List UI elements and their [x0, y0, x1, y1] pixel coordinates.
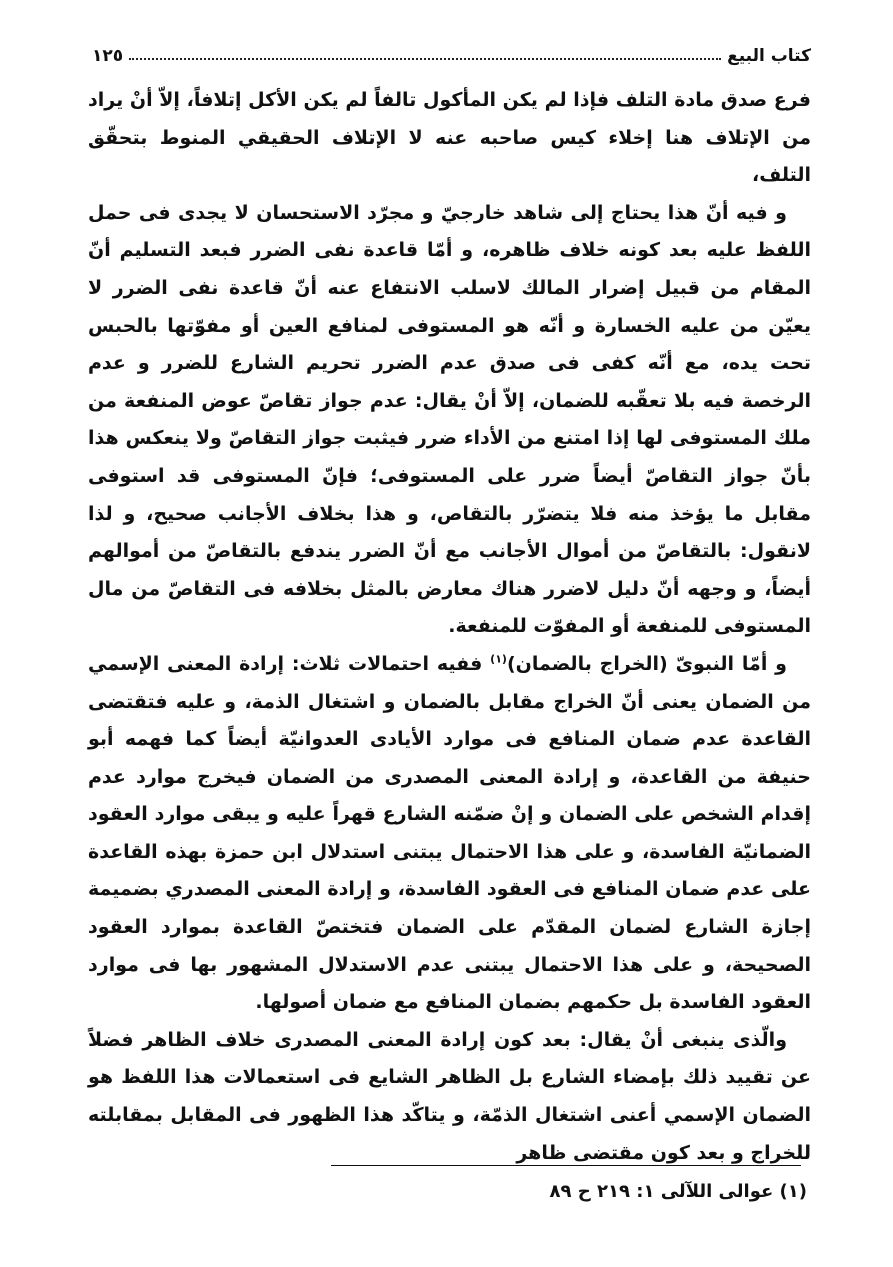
footnote-reference: (١) — [490, 652, 507, 666]
paragraph-2: و فيه أنّ هذا يحتاج إلى شاهد خارجيّ و مجرّد الاستحسان لا يجدى فى حمل اللفظ عليه بعد كونه خلاف ظاهره، و أمّا قاعدة نفى الضرر فبعد التسليم أنّ المقام من قبيل إضرار المالك لاسلب الانتفاع عنه أنّ قاعدة نفى الضرر لا يعيّن من عليه الخسارة و أنّه هو المستوفى لمنافع العين أو مفوّتها بالحبس تحت يده، مع أنّه كفى فى صدق عدم الضرر تحريم الشارع للضرر و عدم الرخصة فيه بلا تعقّبه للضمان، إلاّ أنْ يقال: عدم جواز تقاصّ عوض المنفعة من ملك المستوفى لها إذا امتنع من الأداء ضرر فيثبت جواز التقاصّ ولا ينعكس هذا بأنّ جواز التقاصّ أيضاً ضرر على المستوفى؛ فإنّ المستوفى قد استوفى مقابل ما يؤخذ منه فلا يتضرّر بالتقاص، و هذا بخلاف الأجانب صحيح، و لذا لانقول: بالتقاصّ من أموال الأجانب مع أنّ الضرر يندفع بالتقاصّ من أموالهم أيضاً، و وجهه أنّ دليل لاضرر هناك معارض بالمثل بخلافه فى التقاصّ من مال المستوفى للمنفعة أو المفوّت للمنفعة. — [88, 201, 811, 638]
nabawi-hadith-text: و أمّا النبوىّ (الخراج بالضمان) — [506, 652, 787, 675]
paragraph-4: والّذى ينبغى أنْ يقال: بعد كون إرادة المعنى المصدرى خلاف الظاهر فضلاً عن تقييد ذلك بإمضاء الشارع بل الظاهر الشايع فى استعمالات هذا اللفظ هو الضمان الإسمي أعنى اشتغال الذمّة، و يتاكّد هذا الظهور فى المقابل بمقابلته للخراج و بعد كون مقتضى ظاهر — [88, 1028, 811, 1164]
page-number: ١٢٥ — [92, 46, 124, 66]
footnote: (١) عوالى اللآلى ١: ٢١٩ ح ٨٩ — [549, 1181, 807, 1202]
main-text — [88, 82, 811, 1172]
dotted-leader — [129, 58, 721, 60]
paragraph-1: فرع صدق مادة التلف فإذا لم يكن المأكول تالفاً لم يكن الأكل إتلافاً، إلاّ أنْ يراد من الإتلاف هنا إخلاء كيس صاحبه عنه لا الإتلاف الحقيقي المنوط بتحقّق التلف، — [88, 89, 811, 187]
book-title: كتاب البيع — [727, 46, 811, 66]
paragraph-3 — [88, 646, 811, 1022]
running-header — [92, 34, 811, 66]
footnote-separator — [331, 1165, 801, 1166]
paragraph-3-continuation: ففيه احتمالات ثلاث: إرادة المعنى الإسمي من الضمان يعنى أنّ الخراج مقابل بالضمان و اشتغال الذمة، و عليه فتقتضى القاعدة عدم ضمان المنافع فى موارد الأيادى العدوانيّة أيضاً كما فهمه أبو حنيفة من القاعدة، و إرادة المعنى المصدرى من الضمان فيخرج موارد عدم إقدام الشخص على الضمان و إنْ ضمّنه الشارع قهراً عليه و يبقى موارد العقود الضمانيّة الفاسدة، و على هذا الاحتمال يبتنى استدلال ابن حمزة بهذه القاعدة على عدم ضمان المنافع فى العقود الفاسدة، و إرادة المعنى المصدري بضميمة إجازة الشارع لضمان المقدّم على الضمان فتختصّ القاعدة بموارد العقود الصحيحة، و على هذا الاحتمال يبتنى عدم الاستدلال المشهور بها فى موارد العقود الفاسدة بل حكمهم بضمان المنافع مع ضمان أصولها. — [88, 652, 811, 1014]
